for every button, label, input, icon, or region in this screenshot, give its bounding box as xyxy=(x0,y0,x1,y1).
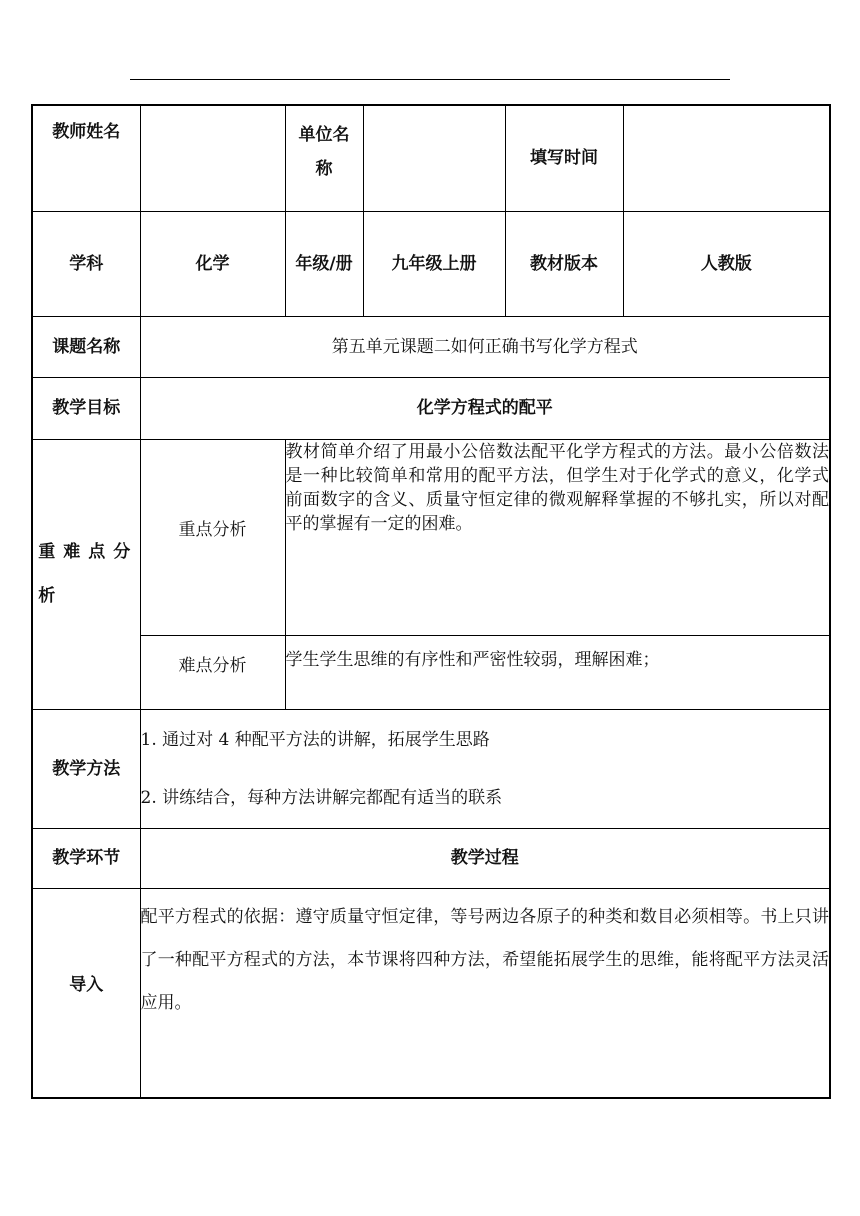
grade-label: 年级/册 xyxy=(285,211,363,316)
teacher-label: 教师姓名 xyxy=(32,105,140,211)
unit-value xyxy=(363,105,505,211)
objective-row xyxy=(32,377,830,439)
lesson-plan-table xyxy=(31,104,831,1099)
edition-label: 教材版本 xyxy=(505,211,623,316)
key-analysis-text: 教材简单介绍了用最小公倍数法配平化学方程式的方法。最小公倍数法是一种比较简单和常用的配平方法，但学生对于化学式的意义，化学式前面数字的含义、质量守恒定律的微观解释掌握的不够扎实，所以对配平的掌握有一定的困难。 xyxy=(285,439,830,635)
method-list xyxy=(140,709,830,828)
process-header-row xyxy=(32,828,830,888)
topic-value: 第五单元课题二如何正确书写化学方程式 xyxy=(140,316,830,377)
method-item: 1. 通过对 4 种配平方法的讲解，拓展学生思路 xyxy=(140,729,490,750)
objective-label: 教学目标 xyxy=(32,377,140,439)
intro-row xyxy=(32,888,830,1098)
key-analysis-row xyxy=(32,439,830,635)
analysis-label: 重难点分析 xyxy=(32,439,140,709)
difficult-analysis-label: 难点分析 xyxy=(140,635,285,709)
key-analysis-label: 重点分析 xyxy=(140,439,285,635)
teacher-row xyxy=(32,105,830,211)
method-row xyxy=(32,709,830,828)
subject-value: 化学 xyxy=(140,211,285,316)
subject-row xyxy=(32,211,830,316)
header-rule xyxy=(130,79,730,80)
subject-label: 学科 xyxy=(32,211,140,316)
edition-value: 人教版 xyxy=(623,211,830,316)
topic-row xyxy=(32,316,830,377)
difficult-analysis-row xyxy=(32,635,830,709)
difficult-analysis-text: 学生学生思维的有序性和严密性较弱，理解困难； xyxy=(285,635,830,709)
unit-label: 单位名称 xyxy=(285,105,363,211)
teacher-value xyxy=(140,105,285,211)
process-label: 教学过程 xyxy=(140,828,830,888)
intro-label: 导入 xyxy=(32,888,140,1098)
intro-text: 配平方程式的依据：遵守质量守恒定律，等号两边各原子的种类和数目必须相等。书上只讲了一种配平方程式的方法，本节课将四种方法，希望能拓展学生的思维，能将配平方法灵活应用。 xyxy=(140,888,830,1098)
process-step-label: 教学环节 xyxy=(32,828,140,888)
date-value xyxy=(623,105,830,211)
date-label: 填写时间 xyxy=(505,105,623,211)
objective-value: 化学方程式的配平 xyxy=(140,377,830,439)
method-item: 2. 讲练结合，每种方法讲解完都配有适当的联系 xyxy=(140,787,503,808)
topic-label: 课题名称 xyxy=(32,316,140,377)
method-label: 教学方法 xyxy=(32,709,140,828)
grade-value: 九年级上册 xyxy=(363,211,505,316)
